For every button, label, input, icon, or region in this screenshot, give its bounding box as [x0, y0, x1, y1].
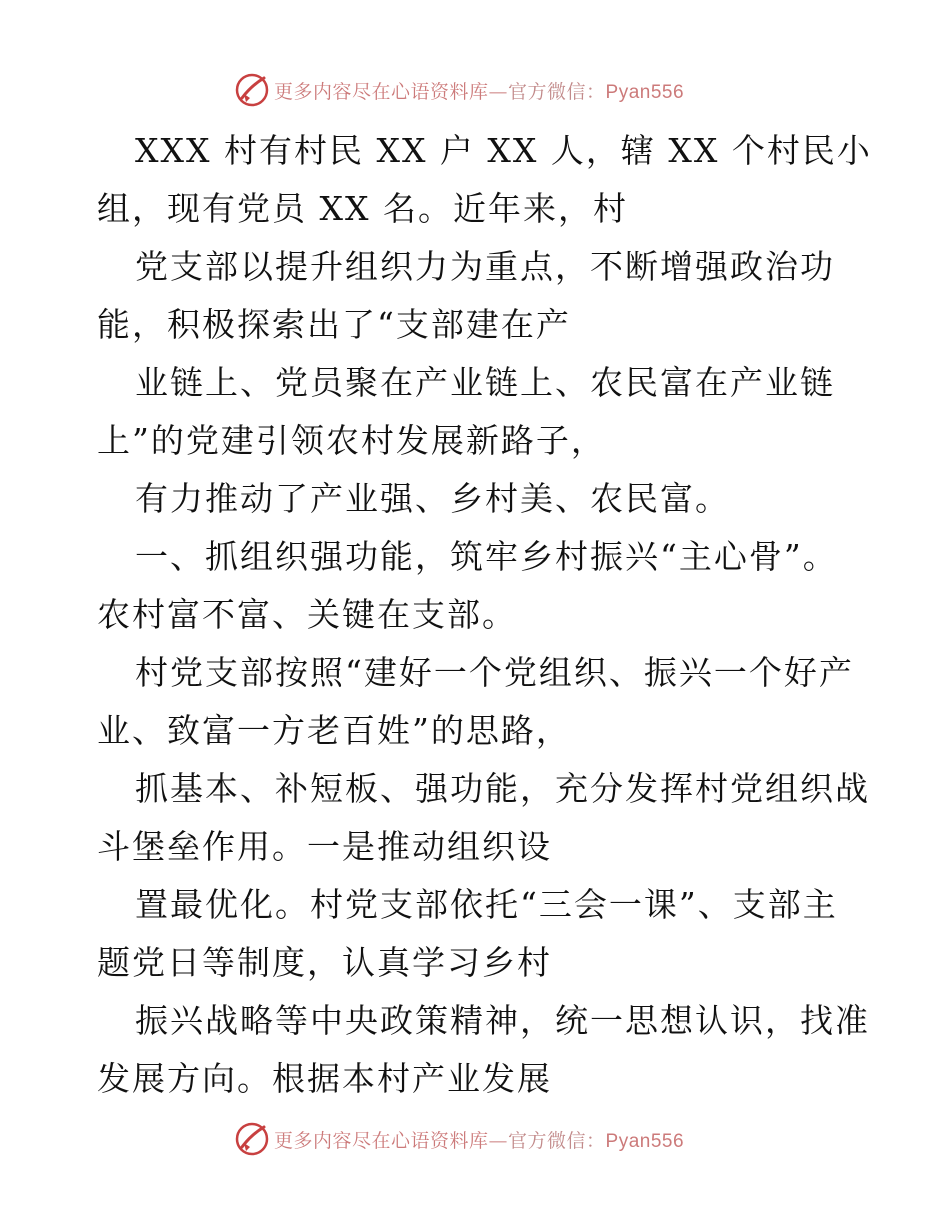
text-line: 上”的党建引领农村发展新路子， — [97, 421, 606, 460]
text-line: 斗堡垒作用。一是推动组织设 — [97, 827, 552, 866]
text-line: 村党支部按照“建好一个党组织、振兴一个好产 — [135, 653, 854, 692]
text-line: 一、抓组织强功能，筑牢乡村振兴“主心骨”。 — [135, 537, 838, 576]
text-line: 有力推动了产业强、乡村美、农民富。 — [135, 479, 730, 518]
watermark-text — [274, 77, 684, 104]
watermark-dash: — — [488, 1129, 509, 1152]
document-body — [97, 122, 872, 1108]
text-line: 振兴战略等中央政策精神，统一思想认识，找准 — [135, 1001, 870, 1040]
watermark-wechat-id: Pyan556 — [605, 81, 685, 103]
watermark-dash: — — [488, 80, 509, 103]
text-line: 发展方向。根据本村产业发展 — [97, 1059, 552, 1098]
text-line: 党支部以提升组织力为重点，不断增强政治功 — [135, 247, 835, 286]
footer-watermark — [234, 1121, 684, 1157]
text-line: 业、致富一方老百姓”的思路， — [97, 711, 571, 750]
text-line: 抓基本、补短板、强功能，充分发挥村党组织战 — [135, 769, 870, 808]
text-line: 农村富不富、关键在支部。 — [97, 595, 517, 634]
text-line: 组，现有党员 XX 名。近年来，村 — [97, 189, 628, 228]
watermark-text — [274, 1126, 684, 1153]
watermark-official-label: 官方微信： — [508, 1129, 606, 1152]
watermark-official-label: 官方微信： — [508, 80, 606, 103]
text-line: 题党日等制度，认真学习乡村 — [97, 943, 552, 982]
watermark-wechat-id: Pyan556 — [605, 1130, 685, 1152]
text-line: 置最优化。村党支部依托“三会一课”、支部主 — [135, 885, 838, 924]
pen-logo-icon — [234, 1121, 270, 1157]
watermark-main-text: 更多内容尽在心语资料库 — [274, 80, 489, 103]
pen-logo-icon — [234, 72, 270, 108]
header-watermark — [234, 72, 684, 108]
text-line: 业链上、党员聚在产业链上、农民富在产业链 — [135, 363, 835, 402]
text-line: 能，积极探索出了“支部建在产 — [97, 305, 571, 344]
text-line: XXX 村有村民 XX 户 XX 人，辖 XX 个村民小 — [135, 131, 872, 170]
watermark-main-text: 更多内容尽在心语资料库 — [274, 1129, 489, 1152]
